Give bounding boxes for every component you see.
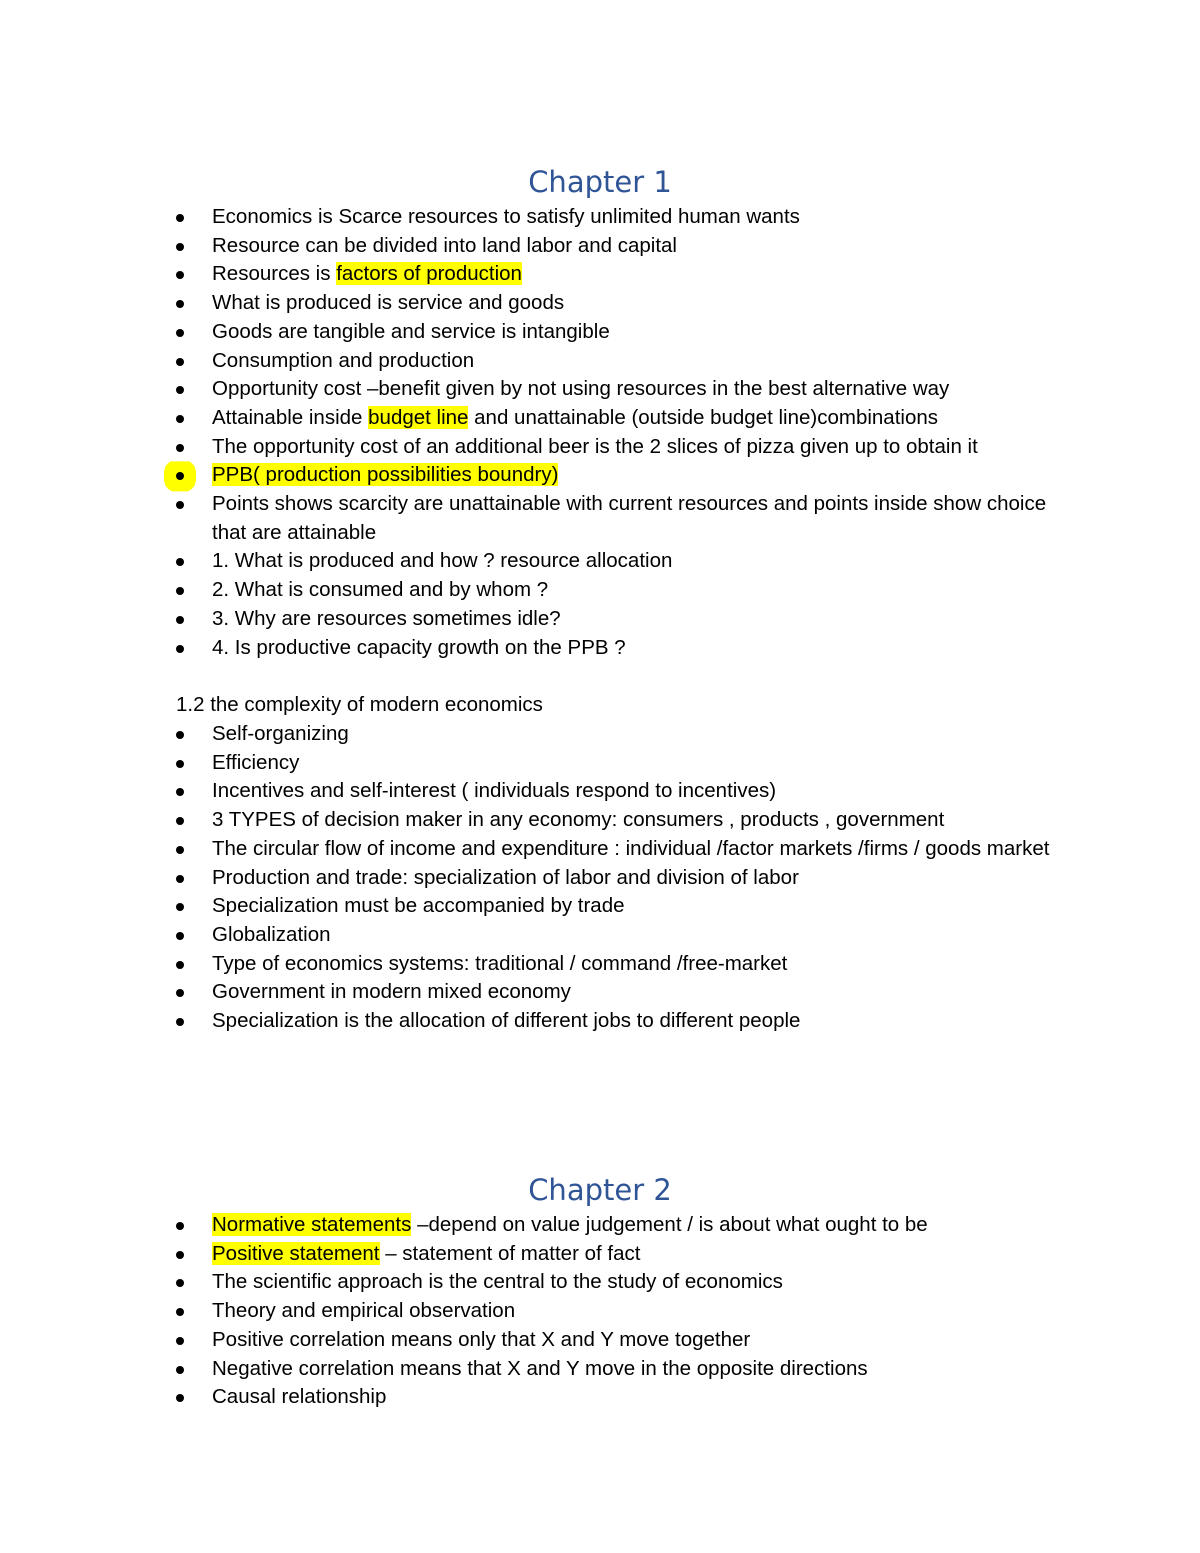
bullet-icon: [176, 558, 184, 566]
bullet-icon: [176, 1394, 184, 1402]
highlighted-text: Positive statement: [212, 1241, 380, 1265]
bullet-icon: [176, 616, 184, 624]
bullet-icon: [176, 817, 184, 825]
bullet-icon: [176, 358, 184, 366]
bullet-icon: [176, 1222, 184, 1230]
bullet-item: Points shows scarcity are unattainable with current resources and points inside show choice that are attainable: [0, 490, 1052, 547]
bullet-item: Self-organizing: [0, 720, 1052, 749]
bullet-item: Goods are tangible and service is intangible: [0, 318, 1052, 347]
bullet-icon: [176, 903, 184, 911]
bullet-item: Attainable inside budget line and unattainable (outside budget line)combinations: [0, 404, 1052, 433]
bullet-item: Opportunity cost –benefit given by not using resources in the best alternative way: [0, 375, 1052, 404]
bullet-item: 3. Why are resources sometimes idle?: [0, 605, 1052, 634]
bullet-icon: [176, 1337, 184, 1345]
bullet-icon: [176, 214, 184, 222]
highlighted-text: factors of production: [336, 262, 522, 286]
bullet-item: Government in modern mixed economy: [0, 978, 1052, 1007]
bullet-icon: [176, 846, 184, 854]
highlighted-text: PPB( production possibilities boundry): [212, 463, 559, 487]
chapter-1-bullet-list: [0, 203, 1052, 662]
bullet-icon: [176, 386, 184, 394]
bullet-icon: [176, 731, 184, 739]
bullet-item: Specialization is the allocation of different jobs to different people: [0, 1007, 1052, 1036]
bullet-item: Resources is factors of production: [0, 260, 1052, 289]
bullet-icon: [176, 645, 184, 653]
bullet-item-highlighted: [0, 461, 1052, 490]
bullet-item: Production and trade: specialization of labor and division of labor: [0, 864, 1052, 893]
bullet-item: Efficiency: [0, 749, 1052, 778]
bullet-icon: [176, 1251, 184, 1259]
bullet-item: 3 TYPES of decision maker in any economy: consumers , products , government: [0, 806, 1052, 835]
bullet-item: The opportunity cost of an additional beer is the 2 slices of pizza given up to obtain it: [0, 433, 1052, 462]
bullet-icon: [176, 472, 184, 480]
bullet-item: 4. Is productive capacity growth on the PPB ?: [0, 634, 1052, 663]
bullet-item: Theory and empirical observation: [0, 1297, 1052, 1326]
bullet-item: Positive correlation means only that X and Y move together: [0, 1326, 1052, 1355]
section-heading: 1.2 the complexity of modern economics: [176, 693, 543, 716]
bullet-icon: [176, 1308, 184, 1316]
bullet-icon: [176, 501, 184, 509]
chapter-2-bullet-list: [0, 1211, 1052, 1412]
bullet-icon: [176, 760, 184, 768]
bullet-item: Positive statement – statement of matter of fact: [0, 1240, 1052, 1269]
bullet-icon: [176, 243, 184, 251]
bullet-icon: [176, 415, 184, 423]
bullet-item: Globalization: [0, 921, 1052, 950]
bullet-item: The scientific approach is the central to the study of economics: [0, 1268, 1052, 1297]
bullet-item: Normative statements –depend on value judgement / is about what ought to be: [0, 1211, 1052, 1240]
bullet-item: Economics is Scarce resources to satisfy unlimited human wants: [0, 203, 1052, 232]
bullet-icon: [176, 1018, 184, 1026]
bullet-item: What is produced is service and goods: [0, 289, 1052, 318]
bullet-icon: [176, 788, 184, 796]
bullet-icon: [176, 444, 184, 452]
highlighted-text: budget line: [368, 405, 469, 429]
bullet-item: Consumption and production: [0, 347, 1052, 376]
bullet-icon: [176, 271, 184, 279]
bullet-icon: [176, 329, 184, 337]
chapter-2-title: Chapter 2: [528, 1173, 672, 1207]
bullet-item: 1. What is produced and how ? resource allocation: [0, 547, 1052, 576]
bullet-item: Type of economics systems: traditional / command /free-market: [0, 950, 1052, 979]
bullet-icon: [176, 1366, 184, 1374]
bullet-item: Incentives and self-interest ( individuals respond to incentives): [0, 777, 1052, 806]
bullet-item: Negative correlation means that X and Y move in the opposite directions: [0, 1355, 1052, 1384]
bullet-icon: [176, 300, 184, 308]
bullet-icon: [176, 932, 184, 940]
bullet-icon: [176, 875, 184, 883]
bullet-icon: [176, 1279, 184, 1287]
bullet-icon: [176, 961, 184, 969]
chapter-1-title: Chapter 1: [528, 165, 672, 199]
bullet-item: Resource can be divided into land labor and capital: [0, 232, 1052, 261]
bullet-item: Specialization must be accompanied by trade: [0, 892, 1052, 921]
highlighted-text: Normative statements: [212, 1213, 412, 1236]
bullet-item: Causal relationship: [0, 1383, 1052, 1412]
bullet-icon: [176, 989, 184, 997]
section-bullet-list: [0, 720, 1052, 1036]
bullet-icon: [176, 587, 184, 595]
bullet-item: The circular flow of income and expenditure : individual /factor markets /firms / goods market: [0, 835, 1052, 864]
bullet-item: 2. What is consumed and by whom ?: [0, 576, 1052, 605]
